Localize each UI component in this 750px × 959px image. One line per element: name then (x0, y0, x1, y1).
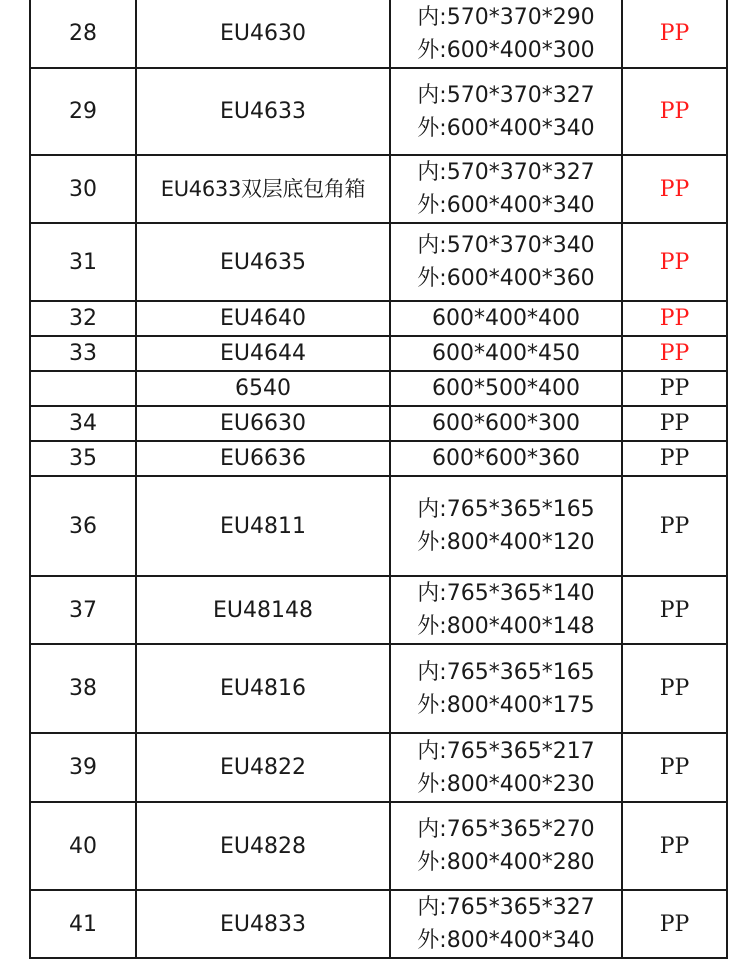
dimension-line: 内:570*370*327 (417, 160, 595, 185)
table-row (30, 301, 727, 336)
table-row (30, 890, 727, 958)
model-cell: EU4822 (136, 733, 390, 802)
row-number: 39 (30, 733, 136, 802)
table-row (30, 0, 727, 68)
material-cell: PP (622, 223, 727, 301)
table-row (30, 223, 727, 301)
table-row (30, 336, 727, 371)
row-number: 29 (30, 68, 136, 155)
table-row (30, 476, 727, 576)
dimension-line: 600*600*300 (432, 411, 580, 436)
dimensions-cell (390, 576, 622, 644)
table-row (30, 733, 727, 802)
row-number: 41 (30, 890, 136, 958)
dimensions-cell (390, 68, 622, 155)
row-number: 37 (30, 576, 136, 644)
dimension-line: 内:765*365*165 (417, 659, 595, 685)
material-cell: PP (622, 336, 727, 371)
model-cell: EU48148 (136, 576, 390, 644)
table-row (30, 371, 727, 406)
table-row (30, 68, 727, 155)
dimensions-cell (390, 223, 622, 301)
model-cell: EU6636 (136, 441, 390, 476)
model-cell: EU4828 (136, 802, 390, 890)
dimensions-cell (390, 890, 622, 958)
material-cell: PP (622, 406, 727, 441)
dimension-line: 外:800*400*340 (417, 928, 595, 953)
dimensions-cell (390, 441, 622, 476)
model-cell: EU4633 (136, 68, 390, 155)
model-cell: EU4816 (136, 644, 390, 733)
dimensions-cell (390, 301, 622, 336)
dimensions-cell (390, 336, 622, 371)
model-cell: EU4833 (136, 890, 390, 958)
dimensions-cell (390, 644, 622, 733)
dimensions-cell (390, 371, 622, 406)
row-number: 35 (30, 441, 136, 476)
dimensions-cell (390, 476, 622, 576)
row-number: 31 (30, 223, 136, 301)
table-row (30, 576, 727, 644)
dimension-line: 外:800*400*280 (417, 850, 595, 875)
model-cell: EU4630 (136, 0, 390, 68)
dimensions-cell (390, 802, 622, 890)
dimension-line: 600*400*450 (432, 341, 580, 366)
dimension-line: 600*400*400 (432, 306, 580, 331)
model-cell: EU4644 (136, 336, 390, 371)
row-number: 38 (30, 644, 136, 733)
material-cell: PP (622, 644, 727, 733)
model-cell: EU4811 (136, 476, 390, 576)
dimension-line: 内:570*370*327 (417, 82, 595, 108)
row-number: 40 (30, 802, 136, 890)
material-cell: PP (622, 301, 727, 336)
model-cell: EU4635 (136, 223, 390, 301)
dimension-line: 外:600*400*360 (417, 266, 595, 291)
material-cell: PP (622, 0, 727, 68)
dimensions-cell (390, 0, 622, 68)
spec-table (29, 0, 728, 959)
model-cell: EU4640 (136, 301, 390, 336)
dimension-line: 600*600*360 (432, 446, 580, 471)
dimension-line: 内:765*365*217 (417, 738, 595, 764)
dimension-line: 外:800*400*230 (417, 771, 595, 797)
table-row (30, 802, 727, 890)
dimension-line: 内:765*365*140 (417, 581, 595, 606)
table-body (30, 0, 727, 958)
dimension-line: 内:570*370*340 (417, 233, 595, 258)
material-cell: PP (622, 155, 727, 223)
row-number: 30 (30, 155, 136, 223)
dimension-line: 外:600*400*300 (417, 37, 595, 63)
material-cell: PP (622, 733, 727, 802)
row-number: 36 (30, 476, 136, 576)
model-cell: EU6630 (136, 406, 390, 441)
model-cell: EU4633双层底包角箱 (136, 155, 390, 223)
row-number (30, 371, 136, 406)
dimension-line: 外:800*400*120 (417, 530, 595, 555)
row-number: 33 (30, 336, 136, 371)
dimension-line: 内:765*365*327 (417, 895, 595, 920)
dimensions-cell (390, 155, 622, 223)
material-cell: PP (622, 441, 727, 476)
material-cell: PP (622, 371, 727, 406)
dimension-line: 外:800*400*148 (417, 614, 595, 639)
dimension-line: 外:800*400*175 (417, 692, 595, 718)
table-row (30, 406, 727, 441)
material-cell: PP (622, 476, 727, 576)
row-number: 34 (30, 406, 136, 441)
material-cell: PP (622, 802, 727, 890)
material-cell: PP (622, 576, 727, 644)
dimensions-cell (390, 406, 622, 441)
dimension-line: 外:600*400*340 (417, 193, 595, 218)
dimensions-cell (390, 733, 622, 802)
dimension-line: 内:570*370*290 (417, 4, 595, 30)
material-cell: PP (622, 68, 727, 155)
row-number: 28 (30, 0, 136, 68)
dimension-line: 内:765*365*165 (417, 497, 595, 522)
model-cell: 6540 (136, 371, 390, 406)
material-cell: PP (622, 890, 727, 958)
table-row (30, 441, 727, 476)
dimension-line: 内:765*365*270 (417, 817, 595, 842)
table-row (30, 644, 727, 733)
row-number: 32 (30, 301, 136, 336)
dimension-line: 外:600*400*340 (417, 115, 595, 141)
table-row (30, 155, 727, 223)
dimension-line: 600*500*400 (432, 376, 580, 401)
